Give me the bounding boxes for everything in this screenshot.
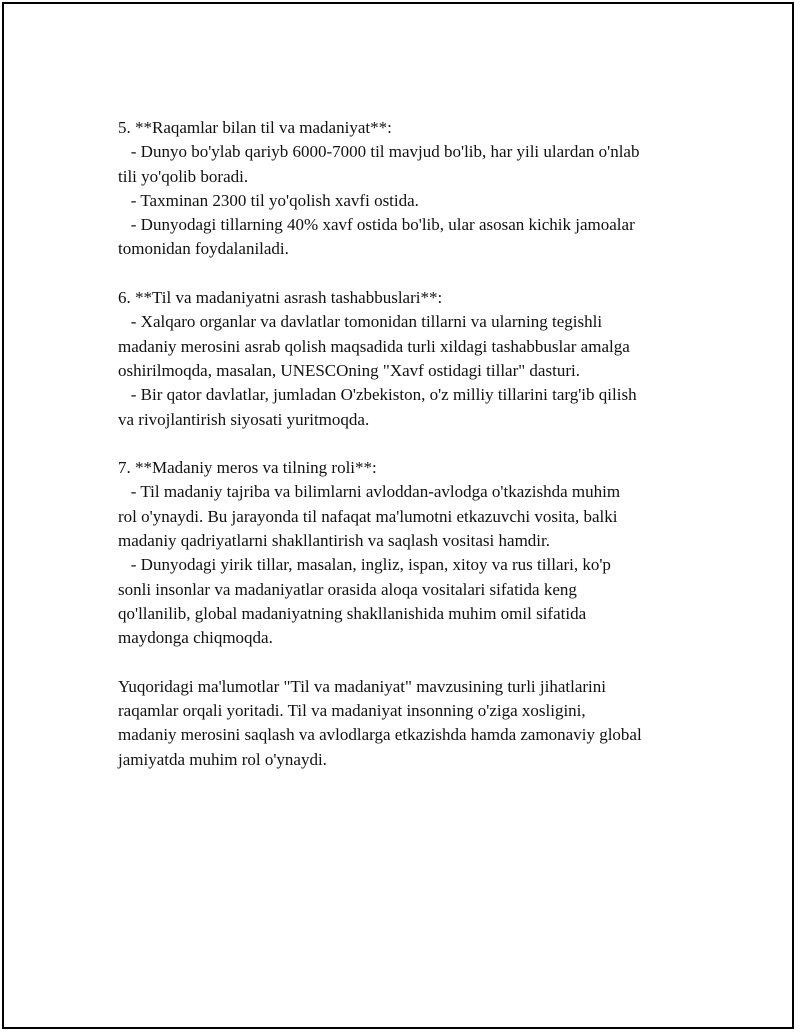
section-raqamlar xyxy=(118,116,708,262)
text-line: madaniy merosini saqlash va avlodlarga etkazishda hamda zamonaviy global xyxy=(118,725,642,745)
section-conclusion xyxy=(118,675,708,772)
text-line: madaniy qadriyatlarni shakllantirish va saqlash vositasi hamdir. xyxy=(118,531,550,551)
text-line: Yuqoridagi ma'lumotlar "Til va madaniyat" mavzusining turli jihatlarini xyxy=(118,676,606,696)
section-heading: 5. **Raqamlar bilan til va madaniyat**: xyxy=(118,118,392,137)
text-line: va rivojlantirish siyosati yuritmoqda. xyxy=(118,409,370,429)
text-line: tili yo'qolib boradi. xyxy=(118,166,249,186)
text-line: sonli insonlar va madaniyatlar orasida aloqa vositalari sifatida keng xyxy=(118,579,577,599)
section-madaniy-meros xyxy=(118,456,708,650)
text-line: - Til madaniy tajriba va bilimlarni avloddan-avlodga o'tkazishda muhim xyxy=(118,482,621,502)
text-line: maydonga chiqmoqda. xyxy=(118,628,273,648)
text-line: raqamlar orqali yoritadi. Til va madaniyat insonning o'ziga xosligini, xyxy=(118,701,586,721)
text-line: oshirilmoqda, masalan, UNESCOning "Xavf ostidagi tillar" dasturi. xyxy=(118,360,580,380)
document-body xyxy=(118,116,708,796)
text-line: - Xalqaro organlar va davlatlar tomonidan tillarni va ularning tegishli xyxy=(118,312,603,332)
section-tashabbuslar xyxy=(118,286,708,432)
text-line: qo'llanilib, global madaniyatning shakllanishida muhim omil sifatida xyxy=(118,603,587,623)
text-line: tomonidan foydalaniladi. xyxy=(118,239,289,259)
section-heading: 6. **Til va madaniyatni asrash tashabbuslari**: xyxy=(118,288,443,308)
section-heading: 7. **Madaniy meros va tilning roli**: xyxy=(118,458,377,478)
text-line: - Taxminan 2300 til yo'qolish xavfi ostida. xyxy=(118,190,419,210)
text-line: - Dunyo bo'ylab qariyb 6000-7000 til mavjud bo'lib, har yili ulardan o'nlab xyxy=(118,142,640,162)
text-line: jamiyatda muhim rol o'ynaydi. xyxy=(118,749,327,769)
text-line: rol o'ynaydi. Bu jarayonda til nafaqat ma'lumotni etkazuvchi vosita, balki xyxy=(118,506,618,526)
text-line: - Bir qator davlatlar, jumladan O'zbekiston, o'z milliy tillarini targ'ib qilish xyxy=(118,385,637,405)
text-line: - Dunyodagi yirik tillar, masalan, ingliz, ispan, xitoy va rus tillari, ko'p xyxy=(118,555,611,575)
text-line: - Dunyodagi tillarning 40% xavf ostida bo'lib, ular asosan kichik jamoalar xyxy=(118,215,635,235)
text-line: madaniy merosini asrab qolish maqsadida turli xildagi tashabbuslar amalga xyxy=(118,336,630,356)
